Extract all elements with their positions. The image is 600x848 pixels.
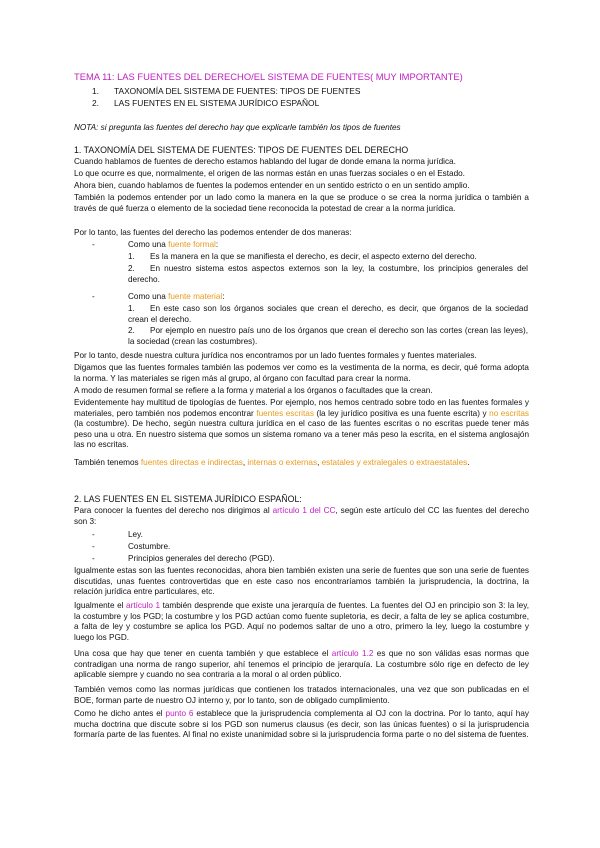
material-item-1: 1. En este caso son los órganos sociales que crean el derecho, es decir, que órganos de la sociedad crean el derecho. <box>128 304 528 324</box>
document-title <box>74 72 554 83</box>
s1-paragraph-8: A modo de resumen formal se refiere a la forma y material a los órganos o facultades que la crean. <box>74 386 433 395</box>
s1-paragraph-3: Ahora bien, cuando hablamos de fuentes la podemos entender en un sentido estricto o en un sentido amplio. <box>74 181 470 190</box>
term-fuente-formal: fuente formal <box>168 240 216 249</box>
formal-item-1: 1. Es la manera en la que se manifiesta el derecho, es decir, el aspecto externo del derecho. <box>128 252 477 261</box>
note: NOTA: si pregunta las fuentes del derecho hay que explicarle también los tipos de fuentes <box>74 123 401 132</box>
title-importance: ( MUY IMPORTANTE) <box>370 71 463 82</box>
source-list-item-3: - Principios generales del derecho (PGD). <box>92 554 275 563</box>
toc-item-2: 2. LAS FUENTES EN EL SISTEMA JURÍDICO ESPAÑOL <box>92 98 320 108</box>
ref-articulo-1: artículo 1 <box>126 601 161 610</box>
s1-paragraph-9: Evidentemente hay multitud de tipologías de fuentes. Por ejemplo, nos hemos centrado sobre todo en las fuentes formales y materiales, pero también nos podemos encontrar fuentes escritas (la ley jurídico positiva es una fuente escrita) y no escritas (la costumbre). De hecho, según nuestra cultura jurídica en el caso de las fuentes escritas o no escritas puede tener más peso una u otra. En nuestro sistema que somos un sistema romano va a tener más peso la escrita, en el sistema anglosajón las no escritas. <box>74 398 530 450</box>
ref-punto-6: punto 6 <box>165 709 194 718</box>
s2-paragraph-4: Una cosa que hay que tener en cuenta también y que establece el artículo 1.2 es que no son válidas esas normas que contradigan una norma de rango superior, ahí tenemos el principio de jerarquía. La costumbre sólo rige en defecto de ley aplicable siempre y cuando no sea contraria a la moral o al orden público. <box>74 649 530 680</box>
s2-paragraph-6: Como he dicho antes el punto 6 establece que la jurisprudencia complementa al OJ con la doctrina. Por lo tanto, aquí hay mucha doctrina que discute sobre si los PGD son numerus clausus (es decir, son las únicas fuentes) o si la jurisprudencia formaría parte de las fuentes. Al final no existe unanimidad sobre si la jurisprudencia forma parte o no del sistema de fuentes. <box>74 709 529 740</box>
ref-articulo-1-cc: artículo 1 del CC <box>272 506 336 515</box>
s2-paragraph-2: Igualmente estas son las fuentes reconocidas, ahora bien también existen una serie de fuentes que son una serie de fuentes discutidas, unas fuentes controvertidas que en este caso nos encontraríamos también la jurisprudencia, la doctrina, la relación jurídica entre particulares, etc. <box>74 566 529 597</box>
section-2-heading: 2. LAS FUENTES EN EL SISTEMA JURÍDICO ESPAÑOL: <box>74 494 302 504</box>
bullet-formal: - Como una fuente formal: <box>92 240 219 249</box>
term-no-escritas: no escritas <box>489 408 530 418</box>
toc-item-1: 1. TAXONOMÍA DEL SISTEMA DE FUENTES: TIPOS DE FUENTES <box>92 86 361 96</box>
term-fuentes-escritas: fuentes escritas <box>256 408 314 418</box>
s1-paragraph-6: Por lo tanto, desde nuestra cultura jurídica nos encontramos por un lado fuentes formales y fuentes materiales. <box>74 351 477 360</box>
formal-item-2: 2. En nuestro sistema estos aspectos externos son la ley, la costumbre, los principios generales del derecho. <box>128 264 528 284</box>
source-list-item-1: - Ley. <box>92 530 143 539</box>
s2-paragraph-1: Para conocer la fuentes del derecho nos dirigimos al artículo 1 del CC, según este artículo del CC las fuentes del derecho son 3: <box>74 506 530 526</box>
s2-paragraph-3: Igualmente el artículo 1 también desprende que existe una jerarquía de fuentes. La fuentes del OJ en principio son 3: la ley, la costumbre y los PGD; la costumbre y los PGD actúan como fuente supletoria, es decir, a falta de ley se aplica costumbre, a falta de ley y costumbre se aplica los PGD. Aquí no podemos saltar de uno a otro, primero la ley, luego la costumbre y luego los PGD. <box>74 601 529 642</box>
s1-paragraph-7: Digamos que las fuentes formales también las podemos ver como es la vestimenta de la norma, es decir, qué forma adopta la norma. Y las materiales se rigen más al grupo, al órgano con facultad para crear la norma. <box>74 363 529 383</box>
s1-paragraph-5: Por lo tanto, las fuentes del derecho las podemos entender de dos maneras: <box>74 228 352 237</box>
s1-paragraph-10: También tenemos fuentes directas e indirectas, internas o externas, estatales y extralegales o extraestatales. <box>74 458 470 467</box>
section-1-heading: 1. TAXONOMÍA DEL SISTEMA DE FUENTES: TIPOS DE FUENTES DEL DERECHO <box>74 145 409 155</box>
term-estatales: estatales y extralegales o extraestatales <box>321 458 468 467</box>
s1-paragraph-1: Cuando hablamos de fuentes de derecho estamos hablando del lugar de donde emana la norma jurídica. <box>74 157 456 166</box>
term-fuente-material: fuente material <box>168 292 223 301</box>
s1-paragraph-2: Lo que ocurre es que, normalmente, el origen de las normas están en unas fuerzas sociales o en el Estado. <box>74 169 465 178</box>
bullet-material: - Como una fuente material: <box>92 292 225 301</box>
ref-articulo-1-2: artículo 1.2 <box>331 649 374 658</box>
source-list-item-2: - Costumbre. <box>92 542 171 551</box>
material-item-2: 2. Por ejemplo en nuestro país uno de los órganos que crean el derecho son las cortes (crean las leyes), la sociedad (crean las costumbres). <box>128 326 528 346</box>
s1-paragraph-4: También la podemos entender por un lado como la manera en la que se produce o se crea la norma jurídica o también a través de qué fuerza o elemento de la sociedad tiene reconocida la potestad de crear a la norma jurídica. <box>74 193 529 213</box>
s2-paragraph-5: También vemos como las normas jurídicas que contienen los tratados internacionales, una vez que son publicadas en el BOE, forman parte de nuestro OJ interno y, por lo tanto, son de obligado cumplimiento. <box>74 685 529 705</box>
title-text: TEMA 11: LAS FUENTES DEL DERECHO/EL SISTEMA DE FUENTES <box>74 71 371 82</box>
term-directas-indirectas: fuentes directas e indirectas <box>140 458 243 467</box>
term-internas-externas: internas o externas <box>247 458 318 467</box>
